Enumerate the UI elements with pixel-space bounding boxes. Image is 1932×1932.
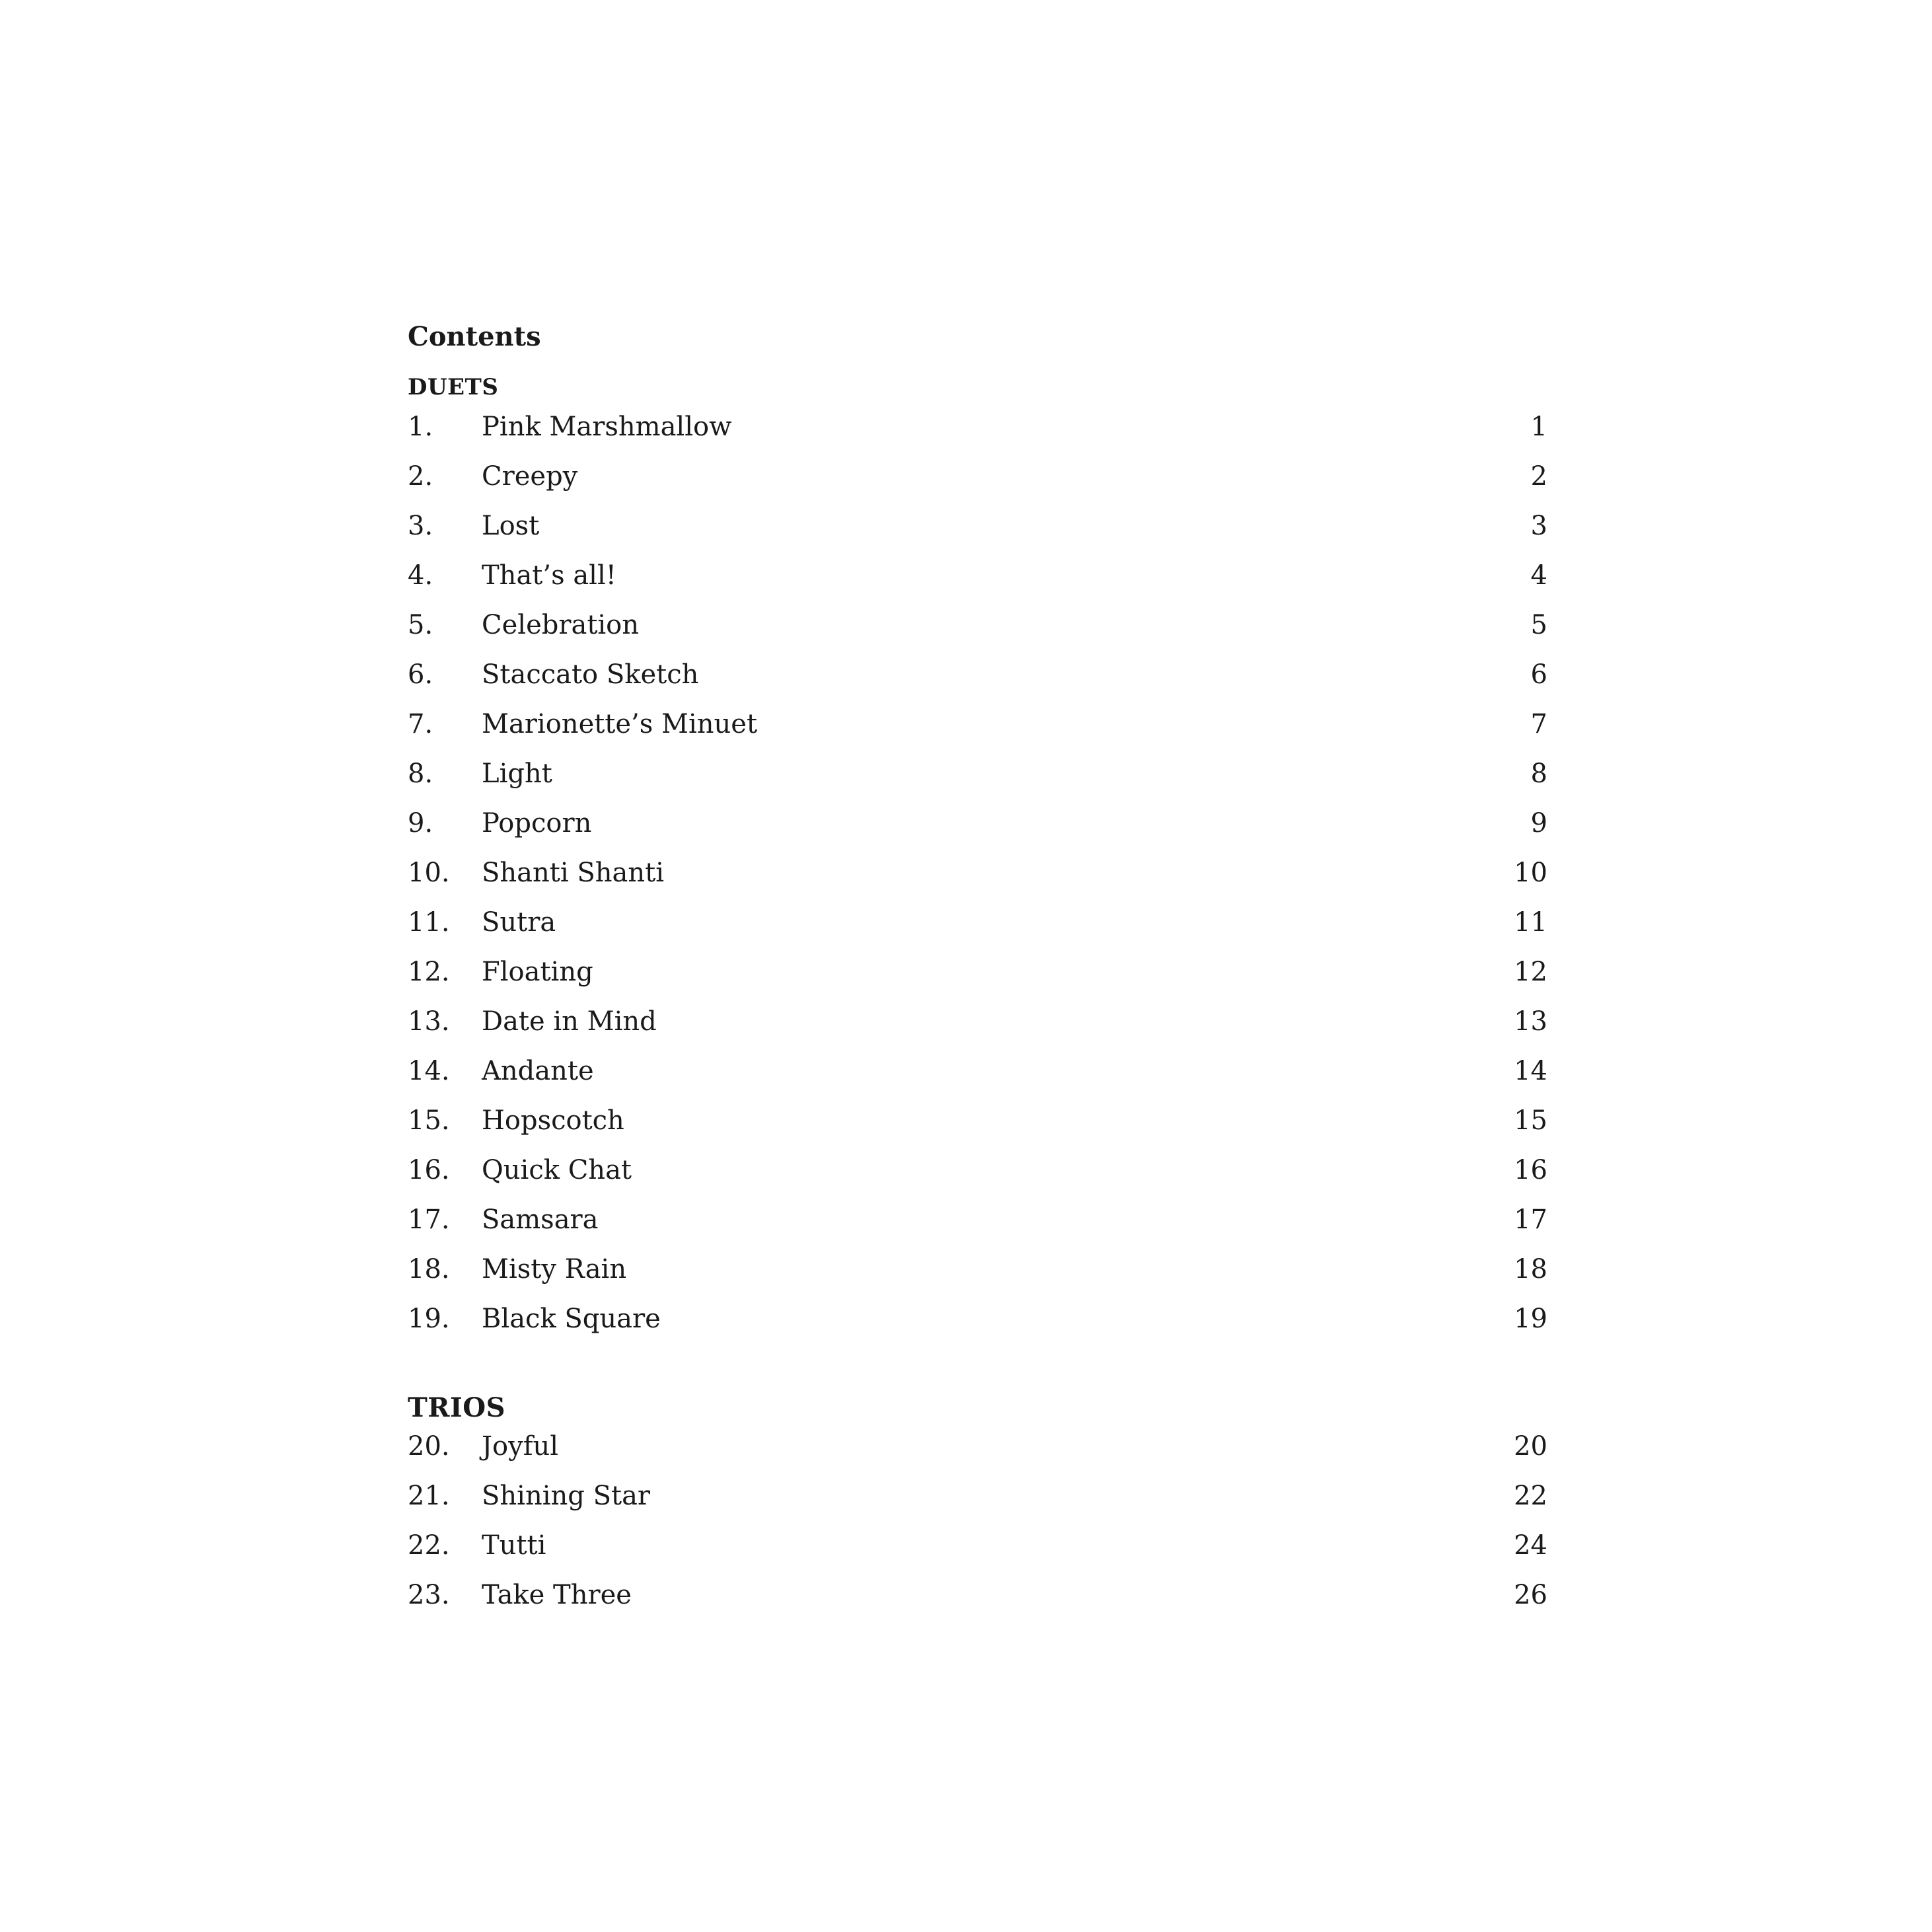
toc-entry-number: 8. <box>408 759 433 789</box>
toc-entry-number: 13. <box>408 1006 450 1037</box>
toc-entry-page-number: 9 <box>1530 808 1547 838</box>
toc-entry-page-number: 2 <box>1530 461 1547 492</box>
toc-entry <box>408 853 1547 903</box>
section-heading-trios: TRIOS <box>408 1392 505 1423</box>
toc-entry-title: Staccato Sketch <box>482 659 699 690</box>
toc-entry-title: Samsara <box>482 1205 599 1235</box>
toc-entry <box>408 903 1547 952</box>
toc-entry-number: 3. <box>408 511 433 541</box>
toc-entry-page-number: 19 <box>1514 1304 1547 1334</box>
toc-entry-title: Popcorn <box>482 808 592 838</box>
toc-entry-title: Tutti <box>482 1530 546 1561</box>
toc-entry-page-number: 13 <box>1514 1006 1547 1037</box>
toc-entry <box>408 506 1547 556</box>
toc-entry-title: Creepy <box>482 461 578 492</box>
toc-entry-number: 16. <box>408 1155 450 1185</box>
toc-entry-page-number: 16 <box>1514 1155 1547 1185</box>
toc-entry-title: Shanti Shanti <box>482 858 664 888</box>
toc-entry-page-number: 8 <box>1530 759 1547 789</box>
toc-entry-number: 11. <box>408 907 450 938</box>
toc-entry-number: 17. <box>408 1205 450 1235</box>
toc-entry <box>408 605 1547 655</box>
toc-entry-title: Celebration <box>482 610 640 640</box>
toc-entry-page-number: 3 <box>1530 511 1547 541</box>
section-trios <box>408 1390 1547 1625</box>
toc-entry <box>408 754 1547 803</box>
toc-entry <box>408 1476 1547 1526</box>
toc-entry-title: Marionette’s Minuet <box>482 709 758 739</box>
contents-page <box>408 317 1547 1625</box>
toc-entry <box>408 1101 1547 1150</box>
toc-entry-page-number: 7 <box>1530 709 1547 739</box>
toc-entry-number: 18. <box>408 1254 450 1284</box>
toc-entry-number: 20. <box>408 1431 450 1462</box>
toc-entry <box>408 457 1547 506</box>
toc-entry-title: Sutra <box>482 907 556 938</box>
toc-entry <box>408 1427 1547 1476</box>
section-duets <box>408 371 1547 1349</box>
toc-entry-title: Quick Chat <box>482 1155 632 1185</box>
toc-entry-page-number: 17 <box>1514 1205 1547 1235</box>
section-heading-duets: DUETS <box>408 374 499 400</box>
toc-entry-title: Pink Marshmallow <box>482 412 732 442</box>
toc-entry-number: 7. <box>408 709 433 739</box>
toc-entry-number: 14. <box>408 1056 450 1086</box>
toc-entry <box>408 1249 1547 1299</box>
toc-entry-page-number: 24 <box>1514 1530 1547 1561</box>
toc-entry-title: Andante <box>482 1056 594 1086</box>
toc-entry-title: Floating <box>482 957 593 987</box>
toc-entry-page-number: 4 <box>1530 560 1547 591</box>
toc-entry <box>408 1575 1547 1625</box>
toc-entry-page-number: 22 <box>1514 1481 1547 1511</box>
toc-entry-title: Joyful <box>482 1431 559 1462</box>
toc-entry-number: 10. <box>408 858 450 888</box>
toc-entry-page-number: 6 <box>1530 659 1547 690</box>
toc-entry-page-number: 20 <box>1514 1431 1547 1462</box>
toc-entry <box>408 704 1547 754</box>
toc-entry-title: Date in Mind <box>482 1006 657 1037</box>
toc-entry-number: 4. <box>408 560 433 591</box>
toc-entry <box>408 1150 1547 1200</box>
toc-list-duets <box>408 407 1547 1349</box>
toc-entry-page-number: 11 <box>1514 907 1547 938</box>
toc-entry-title: Black Square <box>482 1304 661 1334</box>
toc-entry-title: Hopscotch <box>482 1105 624 1136</box>
toc-entry <box>408 803 1547 853</box>
toc-entry-number: 5. <box>408 610 433 640</box>
toc-entry-title: That’s all! <box>482 560 616 591</box>
toc-list-trios <box>408 1427 1547 1625</box>
toc-entry <box>408 1051 1547 1101</box>
toc-entry <box>408 1002 1547 1051</box>
toc-entry-number: 22. <box>408 1530 450 1561</box>
toc-entry <box>408 1200 1547 1249</box>
toc-entry <box>408 556 1547 605</box>
page-title: Contents <box>408 321 541 352</box>
toc-entry-title: Take Three <box>482 1580 632 1610</box>
toc-entry-title: Light <box>482 759 552 789</box>
toc-entry <box>408 1299 1547 1349</box>
toc-entry-page-number: 5 <box>1530 610 1547 640</box>
toc-entry <box>408 952 1547 1002</box>
toc-entry-page-number: 10 <box>1514 858 1547 888</box>
toc-entry-number: 6. <box>408 659 433 690</box>
toc-entry-number: 21. <box>408 1481 450 1511</box>
toc-entry-page-number: 1 <box>1530 412 1547 442</box>
toc-entry-number: 15. <box>408 1105 450 1136</box>
toc-entry-page-number: 12 <box>1514 957 1547 987</box>
toc-entry-title: Lost <box>482 511 540 541</box>
toc-entry <box>408 407 1547 457</box>
toc-entry-number: 23. <box>408 1580 450 1610</box>
toc-entry-page-number: 14 <box>1514 1056 1547 1086</box>
toc-entry-title: Shining Star <box>482 1481 651 1511</box>
toc-entry-title: Misty Rain <box>482 1254 627 1284</box>
toc-entry-number: 1. <box>408 412 433 442</box>
toc-entry-number: 19. <box>408 1304 450 1334</box>
toc-entry <box>408 1526 1547 1575</box>
toc-entry-number: 9. <box>408 808 433 838</box>
toc-entry <box>408 655 1547 704</box>
toc-entry-number: 12. <box>408 957 450 987</box>
toc-entry-number: 2. <box>408 461 433 492</box>
toc-entry-page-number: 18 <box>1514 1254 1547 1284</box>
toc-entry-page-number: 26 <box>1514 1580 1547 1610</box>
toc-entry-page-number: 15 <box>1514 1105 1547 1136</box>
